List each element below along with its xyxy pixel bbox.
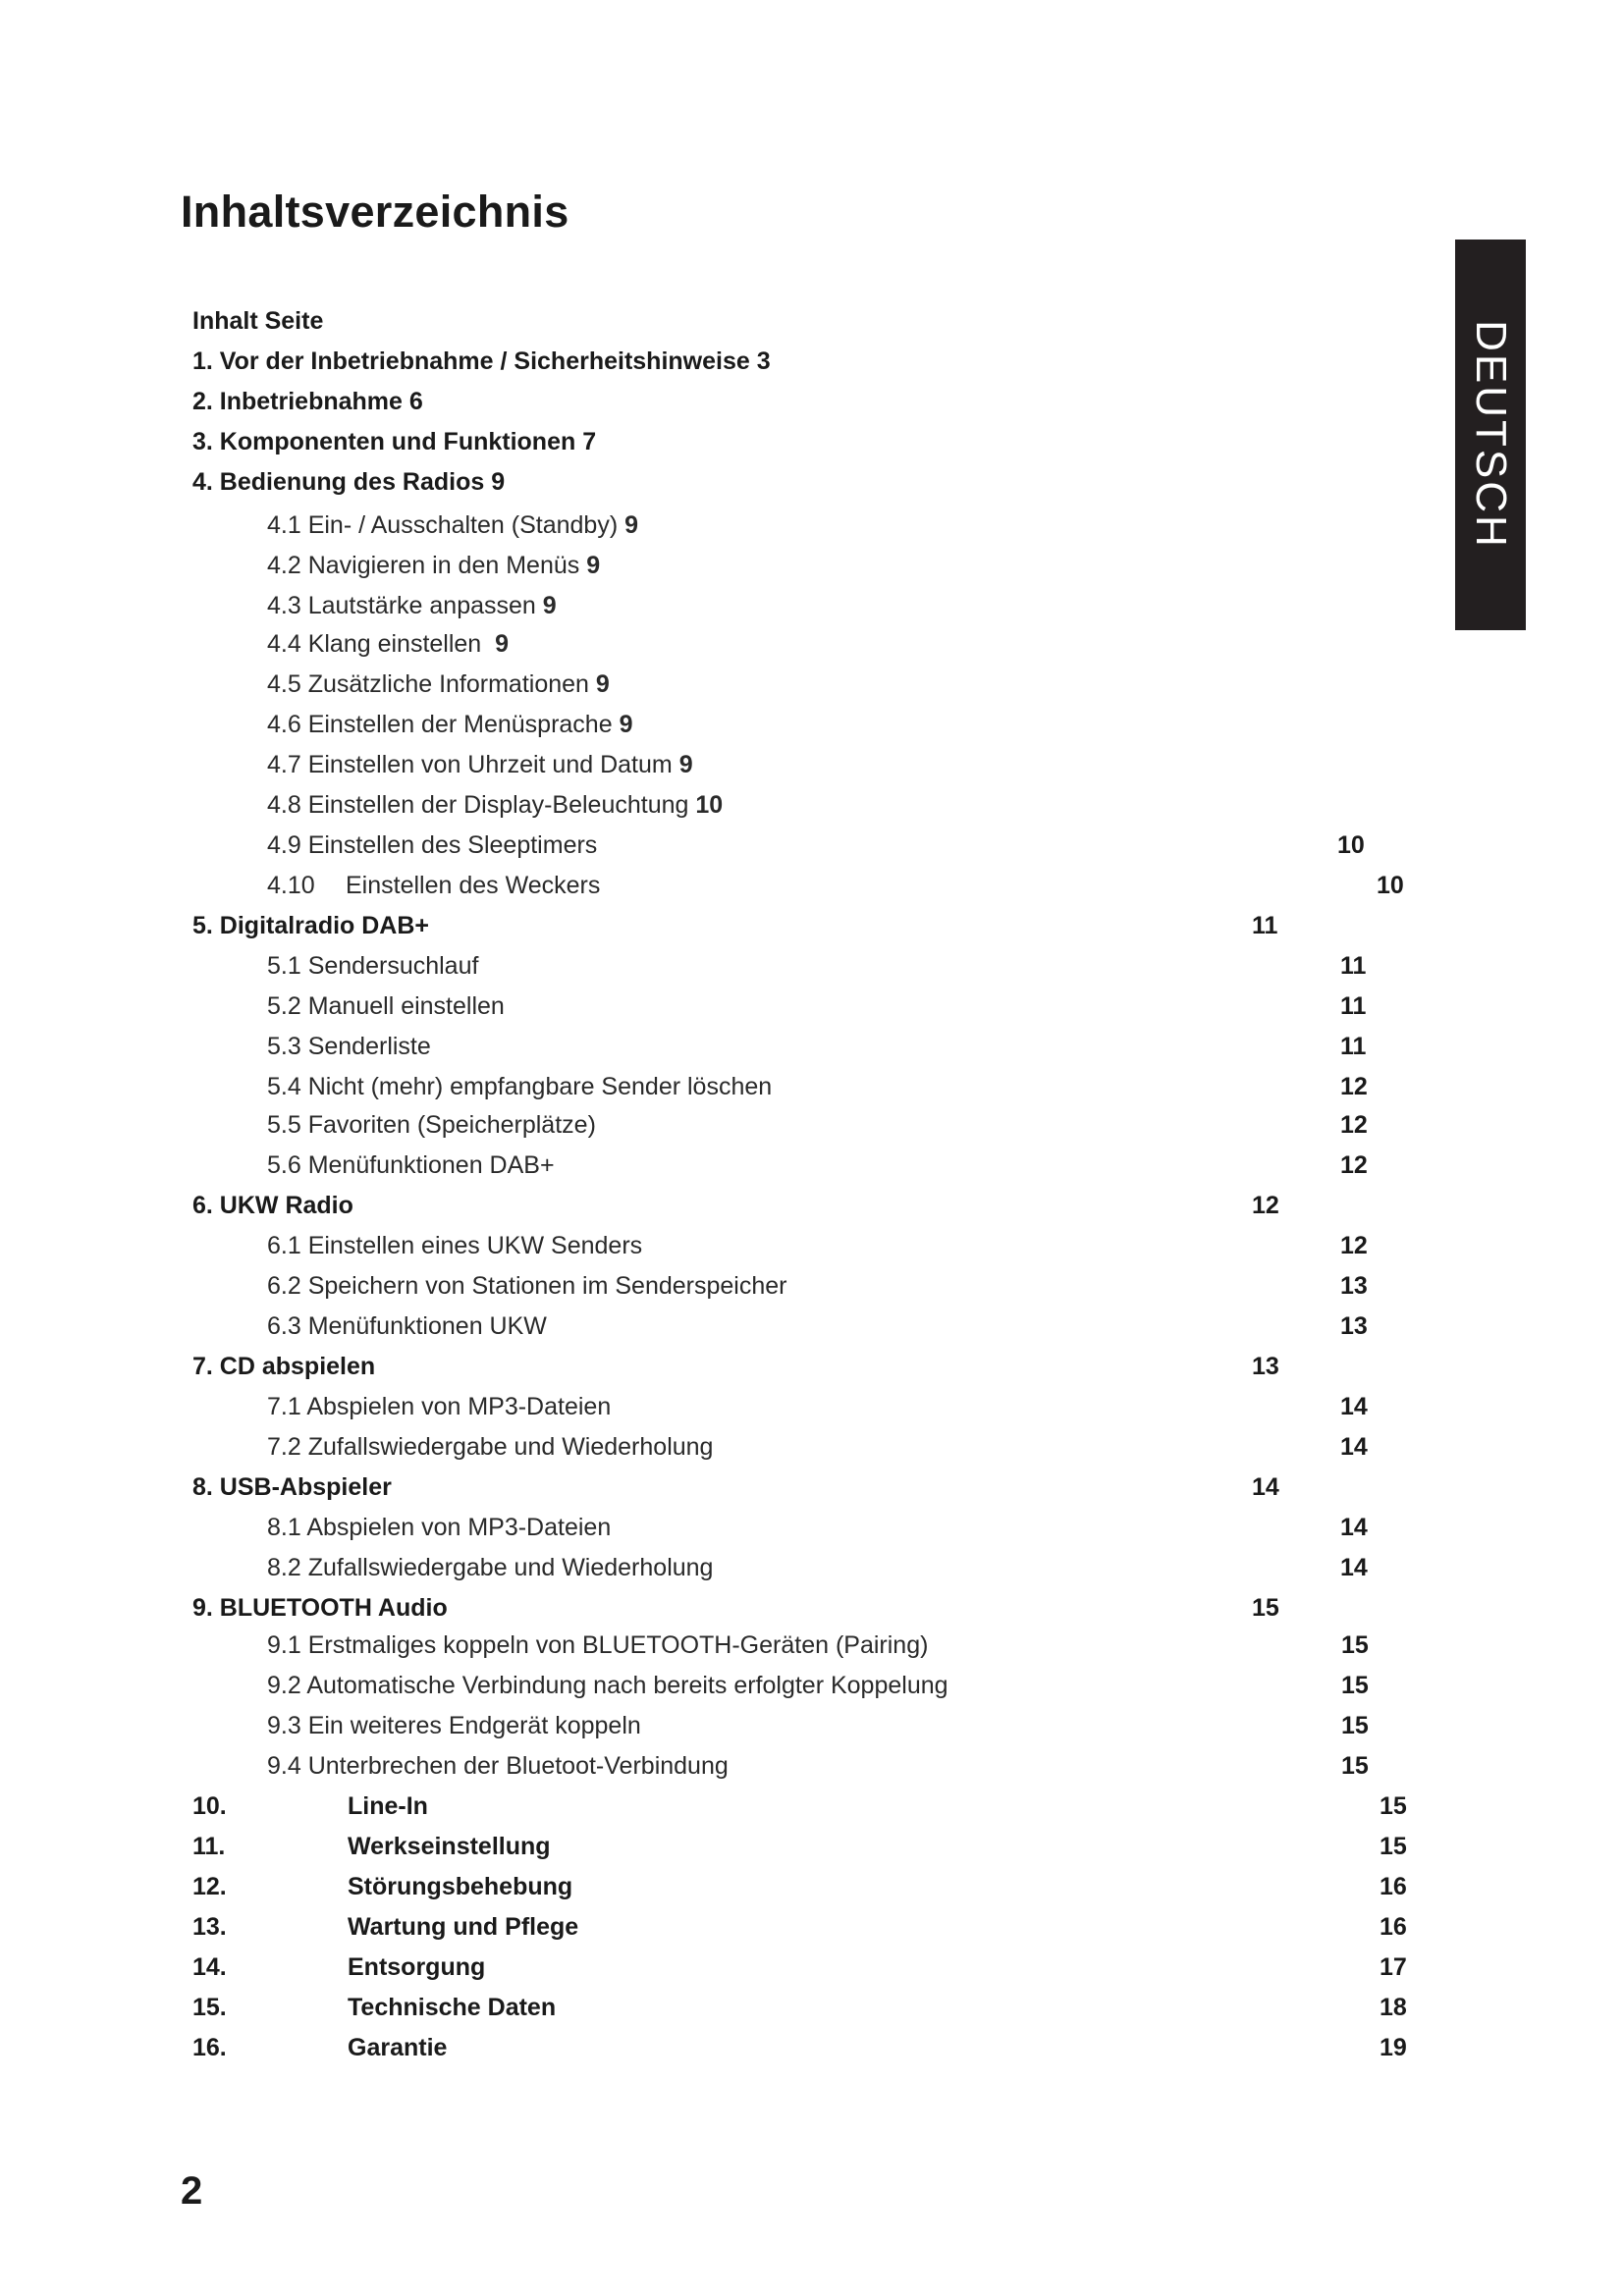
toc-subentry-page: 13 — [1340, 1272, 1368, 1300]
toc-subentry-text — [267, 546, 600, 586]
toc-subentry-text: 8.1 Abspielen von MP3-Dateien — [267, 1514, 612, 1541]
toc-subentry-text — [267, 785, 723, 826]
toc-subentry-page: 9 — [586, 552, 601, 579]
toc-entry-page: 11 — [1252, 912, 1278, 939]
toc-subentry-text — [267, 665, 610, 705]
toc-subentry-text: 5.3 Senderliste — [267, 1033, 431, 1060]
toc-subentry-label: 4.2 Navigieren in den Menüs — [267, 552, 580, 579]
toc-subentry-page: 14 — [1340, 1554, 1368, 1581]
toc-subentry-page: 11 — [1340, 952, 1367, 980]
toc-subentry-page: 12 — [1340, 1151, 1368, 1179]
toc-subentry — [0, 624, 1624, 665]
toc-entry — [0, 382, 1624, 422]
toc-subentry-page: 15 — [1341, 1752, 1369, 1780]
toc-entry — [0, 1948, 1624, 1988]
toc-subentry-text — [267, 624, 509, 665]
toc-entry-text: Entsorgung — [348, 1953, 486, 1981]
toc-subentry-page: 13 — [1340, 1312, 1368, 1340]
toc-entry — [0, 422, 1624, 462]
toc-entry-text: 3. Komponenten und Funktionen 7 — [192, 428, 597, 455]
toc-subentry-number: 4.10 — [267, 872, 315, 899]
toc-subentry-text — [267, 705, 632, 745]
toc-entry-text: Garantie — [348, 2034, 448, 2061]
toc-entry-text: 8. USB-Abspieler — [192, 1473, 392, 1501]
toc-entry-text: 5. Digitalradio DAB+ — [192, 912, 430, 939]
toc-entry — [0, 1827, 1624, 1867]
toc-entry-text: 2. Inbetriebnahme 6 — [192, 388, 423, 415]
toc-subentry-text: 7.2 Zufallswiedergabe und Wiederholung — [267, 1433, 714, 1461]
toc-subentry-text: 9.4 Unterbrechen der Bluetoot-Verbindung — [267, 1752, 729, 1780]
toc-subentry-label: 4.4 Klang einstellen — [267, 630, 482, 658]
toc-entry-page: 14 — [1252, 1473, 1279, 1501]
toc-subentry-page: 9 — [619, 711, 633, 738]
toc-entry — [0, 1468, 1624, 1508]
toc-subentry — [0, 1105, 1624, 1146]
toc-subentry-page: 10 — [1337, 831, 1365, 859]
toc-subentry-page: 15 — [1341, 1672, 1369, 1699]
toc-subentry-page: 14 — [1340, 1393, 1368, 1420]
toc-subentry — [0, 1427, 1624, 1468]
toc-subentry-text: Einstellen des Weckers — [346, 872, 601, 899]
toc-subentry — [0, 866, 1624, 906]
toc-subentry — [0, 1067, 1624, 1107]
toc-subentry-text: 9.1 Erstmaliges koppeln von BLUETOOTH-Geräten (Pairing) — [267, 1631, 929, 1659]
toc-entry — [0, 1907, 1624, 1948]
toc-entry — [0, 1186, 1624, 1226]
toc-subentry — [0, 665, 1624, 705]
toc-subentry-label: 4.7 Einstellen von Uhrzeit und Datum — [267, 751, 673, 778]
toc-entry-text: Line-In — [348, 1792, 428, 1820]
toc-subentry-text: 5.5 Favoriten (Speicherplätze) — [267, 1111, 596, 1139]
toc-entry-text: 4. Bedienung des Radios 9 — [192, 468, 506, 496]
toc-entry-number: 15. — [192, 1994, 227, 2021]
toc-entry-text: Werkseinstellung — [348, 1833, 551, 1860]
toc-entry-page: 19 — [1380, 2034, 1407, 2061]
toc-subentry — [0, 745, 1624, 785]
toc-subentry — [0, 1666, 1624, 1706]
page-number: 2 — [181, 2169, 203, 2213]
toc-subentry-page: 11 — [1340, 1033, 1367, 1060]
toc-entry — [0, 1787, 1624, 1827]
toc-subentry — [0, 1746, 1624, 1787]
toc-subentry-page: 10 — [1377, 872, 1404, 899]
toc-subentry-text: 8.2 Zufallswiedergabe und Wiederholung — [267, 1554, 714, 1581]
toc-entry — [0, 1867, 1624, 1907]
toc-entry-number: 13. — [192, 1913, 227, 1941]
toc-entry-number: 14. — [192, 1953, 227, 1981]
toc-subentry — [0, 1027, 1624, 1067]
toc-entry-number: 12. — [192, 1873, 227, 1900]
toc-subentry-text: 5.4 Nicht (mehr) empfangbare Sender löschen — [267, 1073, 773, 1100]
toc-subentry-page: 12 — [1340, 1111, 1368, 1139]
toc-subentry-page: 15 — [1341, 1631, 1369, 1659]
toc-subentry-page: 11 — [1340, 992, 1367, 1020]
toc-subentry-page: 9 — [495, 630, 510, 658]
toc-subentry-page: 9 — [542, 592, 557, 619]
toc-subentry-page: 9 — [595, 670, 610, 698]
toc-entry — [0, 2028, 1624, 2068]
toc-subentry-label: 4.8 Einstellen der Display-Beleuchtung — [267, 791, 689, 819]
toc-subentry — [0, 1146, 1624, 1186]
toc-subentry-page: 9 — [678, 751, 693, 778]
toc-entry-page: 18 — [1380, 1994, 1407, 2021]
toc-entry — [0, 462, 1624, 503]
toc-subentry — [0, 987, 1624, 1027]
toc-entry-page: 16 — [1380, 1913, 1407, 1941]
toc-subentry-text: 9.3 Ein weiteres Endgerät koppeln — [267, 1712, 641, 1739]
toc-entry — [0, 906, 1624, 946]
toc-subentry — [0, 1266, 1624, 1307]
toc-subentry-text: 5.1 Sendersuchlauf — [267, 952, 479, 980]
toc-entry-page: 13 — [1252, 1353, 1279, 1380]
toc-subentry — [0, 586, 1624, 626]
toc-subentry — [0, 1307, 1624, 1347]
toc-entry-number: 10. — [192, 1792, 227, 1820]
toc-subentry-text: 5.2 Manuell einstellen — [267, 992, 505, 1020]
toc-subentry-text: 9.2 Automatische Verbindung nach bereits erfolgter Koppelung — [267, 1672, 948, 1699]
toc-subentry-page: 9 — [624, 511, 639, 539]
toc-entry-page: 15 — [1252, 1594, 1279, 1622]
toc-subentry — [0, 1387, 1624, 1427]
toc-entry-text: Technische Daten — [348, 1994, 557, 2021]
toc-subentry-text — [267, 506, 638, 546]
toc-entry-page: 12 — [1252, 1192, 1279, 1219]
page-title: Inhaltsverzeichnis — [181, 187, 569, 237]
toc-subentry — [0, 546, 1624, 586]
toc-entry — [0, 1347, 1624, 1387]
toc-subentry-text — [267, 745, 693, 785]
toc-entry-text: Wartung und Pflege — [348, 1913, 579, 1941]
toc-entry-number: 11. — [192, 1833, 226, 1860]
toc-subentry-page: 10 — [695, 791, 724, 819]
toc-subentry — [0, 506, 1624, 546]
toc-subentry-text: 6.1 Einstellen eines UKW Senders — [267, 1232, 643, 1259]
toc-entry — [0, 342, 1624, 382]
toc-entry-page: 16 — [1380, 1873, 1407, 1900]
toc-entry — [0, 1588, 1624, 1629]
toc-entry-text: Störungsbehebung — [348, 1873, 573, 1900]
toc-subentry-text: 4.9 Einstellen des Sleeptimers — [267, 831, 598, 859]
toc-subentry-page: 12 — [1340, 1232, 1368, 1259]
toc-subentry — [0, 1548, 1624, 1588]
toc-subentry — [0, 1508, 1624, 1548]
toc-subentry — [0, 705, 1624, 745]
toc-entry-page: 15 — [1380, 1792, 1407, 1820]
toc-subentry — [0, 946, 1624, 987]
toc-header — [0, 301, 1624, 342]
toc-header-label: Inhalt Seite — [192, 307, 324, 335]
toc-subentry — [0, 1226, 1624, 1266]
toc-entry-text: 9. BLUETOOTH Audio — [192, 1594, 448, 1622]
toc-entry-page: 15 — [1380, 1833, 1407, 1860]
toc-subentry-page: 14 — [1340, 1433, 1368, 1461]
toc-entry — [0, 1988, 1624, 2028]
toc-entry-number: 16. — [192, 2034, 227, 2061]
toc-entry-text: 6. UKW Radio — [192, 1192, 353, 1219]
toc-subentry-page: 15 — [1341, 1712, 1369, 1739]
toc-subentry-page: 12 — [1340, 1073, 1368, 1100]
toc-entry-text: 7. CD abspielen — [192, 1353, 376, 1380]
toc-subentry-text: 5.6 Menüfunktionen DAB+ — [267, 1151, 555, 1179]
toc-subentry-label: 4.5 Zusätzliche Informationen — [267, 670, 589, 698]
toc-subentry-text: 6.2 Speichern von Stationen im Senderspeicher — [267, 1272, 787, 1300]
toc-subentry-label: 4.1 Ein- / Ausschalten (Standby) — [267, 511, 619, 539]
toc-entry-text: 1. Vor der Inbetriebnahme / Sicherheitshinweise 3 — [192, 347, 771, 375]
toc-subentry — [0, 785, 1624, 826]
toc-subentry — [0, 1706, 1624, 1746]
toc-subentry-label: 4.3 Lautstärke anpassen — [267, 592, 536, 619]
toc-subentry-label: 4.6 Einstellen der Menüsprache — [267, 711, 613, 738]
toc-subentry-text — [267, 586, 557, 626]
toc-entry-page: 17 — [1380, 1953, 1407, 1981]
language-tab-label: DEUTSCH — [1467, 320, 1515, 550]
toc-subentry — [0, 1626, 1624, 1666]
toc-subentry-text: 6.3 Menüfunktionen UKW — [267, 1312, 547, 1340]
toc-subentry-page: 14 — [1340, 1514, 1368, 1541]
toc-subentry-text: 7.1 Abspielen von MP3-Dateien — [267, 1393, 612, 1420]
toc-subentry — [0, 826, 1624, 866]
